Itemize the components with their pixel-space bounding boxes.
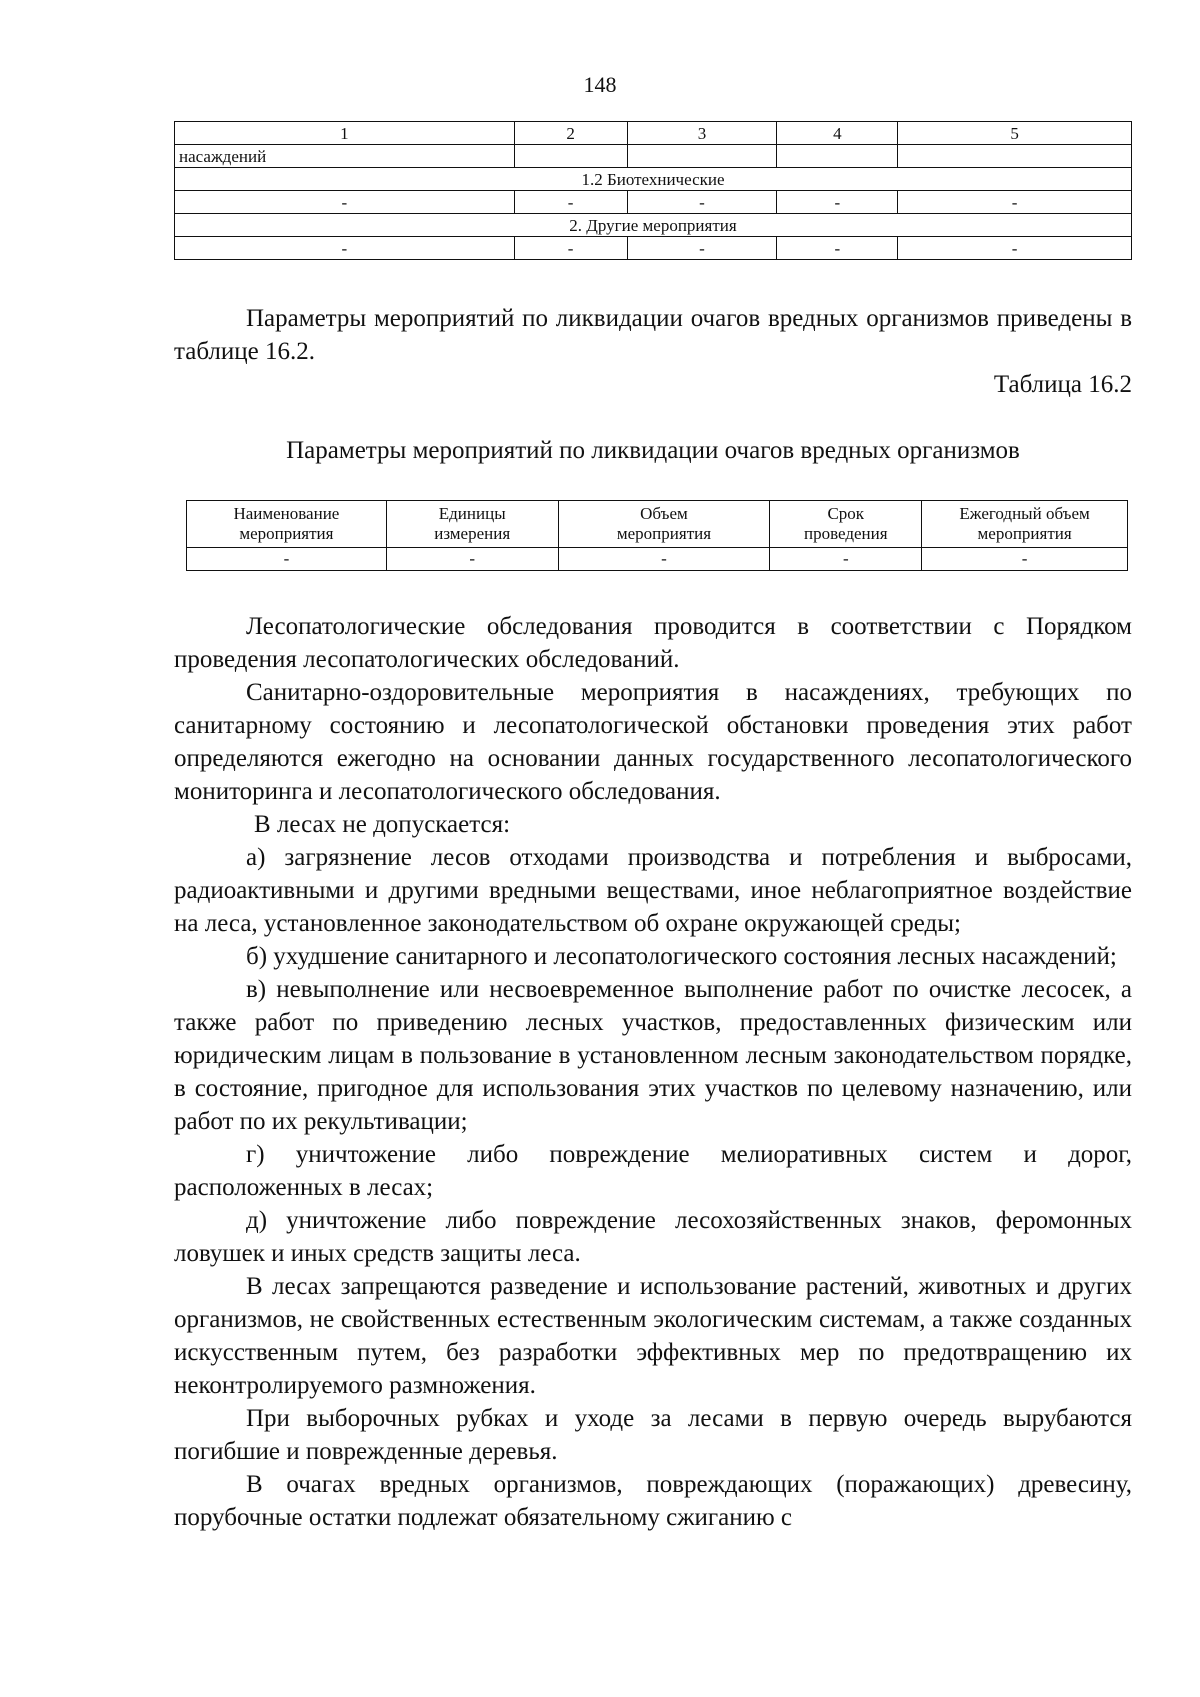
table-header-cell <box>922 501 1128 548</box>
body-text <box>174 610 1132 1534</box>
intro-paragraph: Параметры мероприятий по ликвидации очагов вредных организмов приведены в таблице 16.2. <box>174 305 1132 365</box>
table-cell: 4 <box>777 122 898 145</box>
paragraph: Лесопатологические обследования проводится в соответствии с Порядком проведения лесопатологических обследований. <box>174 613 1132 673</box>
table-cell <box>777 145 898 168</box>
paragraph: В лесах запрещаются разведение и использование растений, животных и других организмов, не свойственных естественным экологическим системам, а также созданных искусственным путем, без разработки эффективных мер по предотвращению их неконтролируемого размножения. <box>174 1273 1132 1399</box>
table-header-cell <box>770 501 922 548</box>
page-number: 148 <box>583 72 617 97</box>
table-cell: - <box>627 191 777 214</box>
list-item: б) ухудшение санитарного и лесопатологического состояния лесных насаждений; <box>246 943 1117 970</box>
table-cell <box>514 145 627 168</box>
table-header-row <box>175 122 1132 145</box>
table-cell: 2 <box>514 122 627 145</box>
table-header-row <box>187 501 1128 548</box>
table-header-cell <box>558 501 770 548</box>
table-cell: - <box>777 191 898 214</box>
table-cell <box>627 145 777 168</box>
table-row <box>175 237 1132 260</box>
header-line: мероприятия <box>616 524 712 543</box>
list-item: а) загрязнение лесов отходами производства и потребления и выбросами, радиоактивными и другими вредными веществами, иное неблагоприятное воздействие на леса, установленное законодательством об охране окружающей среды; <box>174 844 1132 937</box>
section-label: 2. Другие мероприятия <box>175 214 1132 237</box>
table-cell: - <box>898 237 1132 260</box>
table-cell: - <box>898 191 1132 214</box>
table-cell: - <box>187 548 387 571</box>
list-item: д) уничтожение либо повреждение лесохозяйственных знаков, феромонных ловушек и иных средств защиты леса. <box>174 1207 1132 1267</box>
list-item: в) невыполнение или несвоевременное выполнение работ по очистке лесосек, а также работ по приведению лесных участков, предоставленных физическим или юридическим лицам в пользование в установленном лесным законодательством порядке, в состояние, пригодное для использования этих участков по целевому назначению, или работ по их рекультивации; <box>174 976 1132 1135</box>
paragraph: В очагах вредных организмов, повреждающих (поражающих) древесину, порубочные остатки подлежат обязательному сжиганию с <box>174 1471 1132 1531</box>
header-line: Объем <box>640 504 688 523</box>
continuation-table <box>174 121 1132 260</box>
section-label: 1.2 Биотехнические <box>175 168 1132 191</box>
header-line: Ежегодный объем <box>959 504 1090 523</box>
table-section-row <box>175 168 1132 191</box>
table-cell: 5 <box>898 122 1132 145</box>
table-header-cell <box>386 501 558 548</box>
header-line: Единицы <box>438 504 506 523</box>
header-line: проведения <box>803 524 888 543</box>
table-cell <box>898 145 1132 168</box>
table-cell: - <box>175 237 515 260</box>
table-cell: - <box>770 548 922 571</box>
header-line: мероприятия <box>977 524 1072 543</box>
table-title: Параметры мероприятий по ликвидации очагов вредных организмов <box>286 437 1020 464</box>
table-cell: 3 <box>627 122 777 145</box>
table-row <box>175 191 1132 214</box>
list-item: г) уничтожение либо повреждение мелиоративных систем и дорог, расположенных в лесах; <box>174 1141 1132 1201</box>
table-row <box>187 548 1128 571</box>
header-line: Наименование <box>233 504 340 523</box>
header-line: измерения <box>434 524 511 543</box>
table-cell: - <box>175 191 515 214</box>
header-line: мероприятия <box>239 524 334 543</box>
table-header-cell <box>187 501 387 548</box>
table-cell: насаждений <box>175 145 515 168</box>
table-cell: - <box>627 237 777 260</box>
table-section-row <box>175 214 1132 237</box>
table-cell: - <box>514 191 627 214</box>
paragraph: При выборочных рубках и уходе за лесами в первую очередь вырубаются погибшие и поврежденные деревья. <box>174 1405 1132 1465</box>
table-cell: - <box>922 548 1128 571</box>
table-cell: - <box>386 548 558 571</box>
table-cell: - <box>558 548 770 571</box>
table-row <box>175 145 1132 168</box>
header-line: Срок <box>827 504 865 523</box>
paragraph: Санитарно-оздоровительные мероприятия в насаждениях, требующих по санитарному состоянию и лесопатологической обстановки проведения этих работ определяются ежегодно на основании данных государственного лесопатологического мониторинга и лесопатологического обследования. <box>174 679 1132 805</box>
table-cell: 1 <box>175 122 515 145</box>
table-label: Таблица 16.2 <box>993 371 1132 398</box>
table-cell: - <box>514 237 627 260</box>
parameters-table <box>186 500 1128 571</box>
paragraph: В лесах не допускается: <box>254 811 511 838</box>
table-cell: - <box>777 237 898 260</box>
